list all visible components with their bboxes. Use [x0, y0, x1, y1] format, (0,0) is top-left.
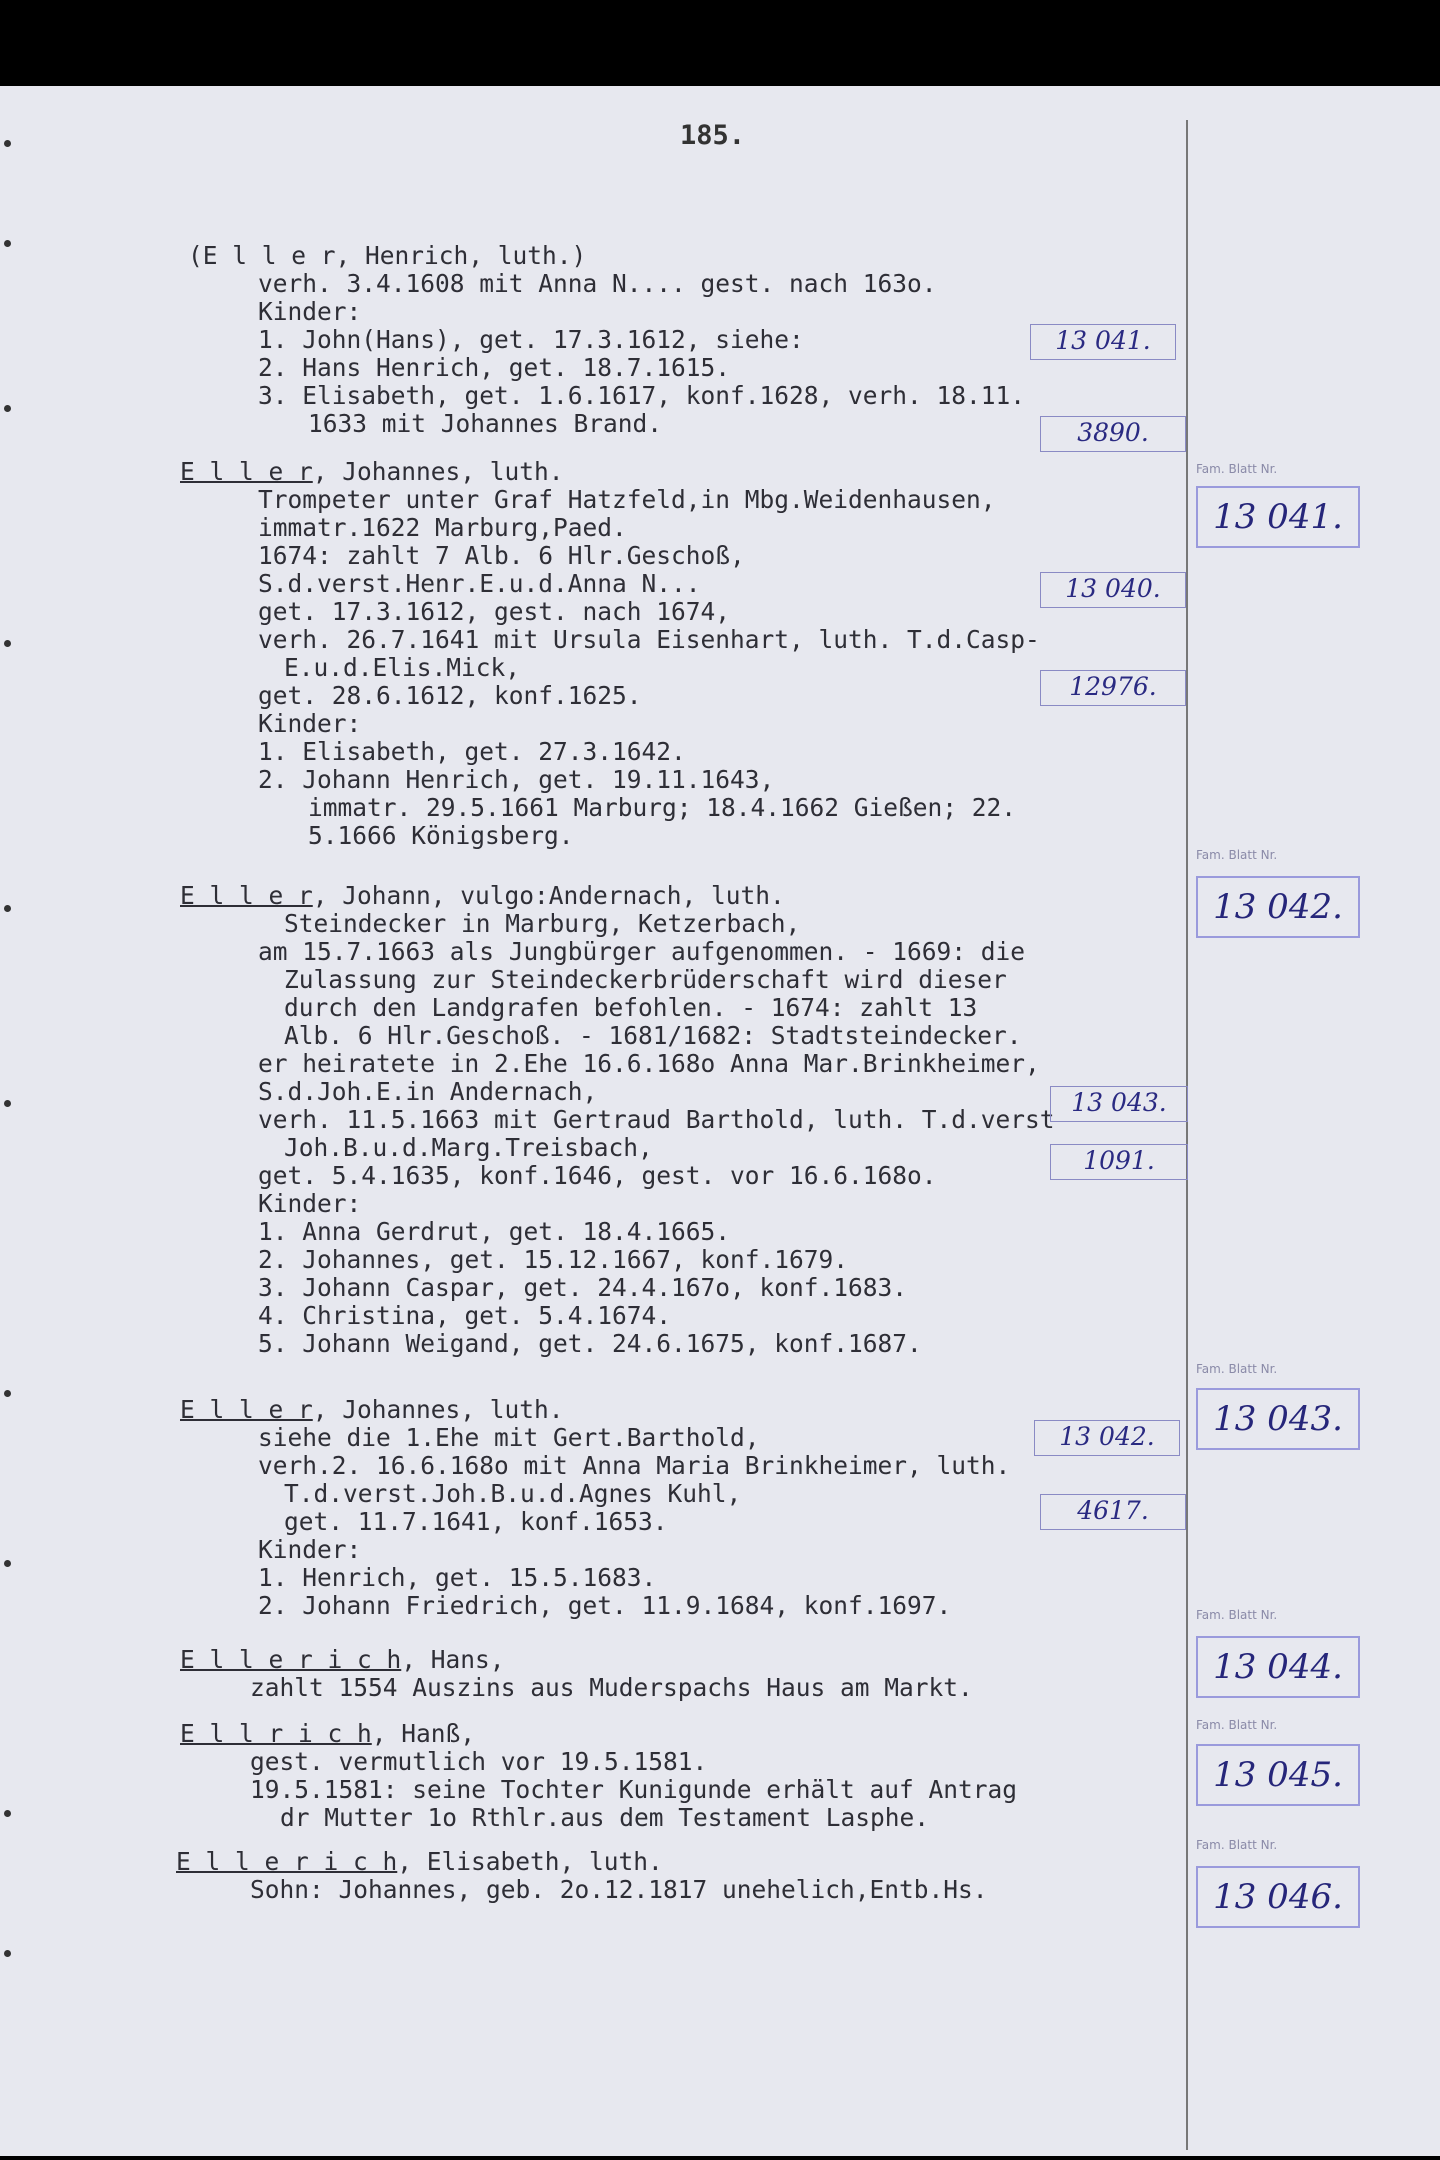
entry-line: immatr. 29.5.1661 Marburg; 18.4.1662 Gießen; 22. — [308, 793, 1017, 822]
margin-label: Fam. Blatt Nr. — [1196, 1608, 1278, 1622]
entry-line: 5.1666 Königsberg. — [308, 821, 574, 850]
punch-hole — [4, 1810, 11, 1817]
entry-line: verh. 26.7.1641 mit Ursula Eisenhart, luth. T.d.Casp- — [258, 625, 1040, 654]
family-sheet-number: 13 045. — [1196, 1744, 1360, 1806]
entry-line: 1633 mit Johannes Brand. — [308, 409, 663, 438]
inline-ref-number: 12976. — [1040, 670, 1186, 706]
entry-heading: E l l r i c h, Hanß, — [180, 1719, 476, 1748]
margin-label: Fam. Blatt Nr. — [1196, 462, 1278, 476]
entry-line: verh. 11.5.1663 mit Gertraud Barthold, luth. T.d.verst — [258, 1105, 1055, 1134]
family-sheet-number: 13 046. — [1196, 1866, 1360, 1928]
entry-line: siehe die 1.Ehe mit Gert.Barthold, — [258, 1423, 760, 1452]
entry-line: dr Mutter 1o Rthlr.aus dem Testament Lasphe. — [280, 1803, 930, 1832]
entry-line: Trompeter unter Graf Hatzfeld,in Mbg.Weidenhausen, — [258, 485, 996, 514]
entry-line: 1. Henrich, get. 15.5.1683. — [258, 1563, 657, 1592]
entry-line: 2. Johann Henrich, get. 19.11.1643, — [258, 765, 775, 794]
page-number: 185. — [680, 120, 746, 151]
entry-line: 19.5.1581: seine Tochter Kunigunde erhält auf Antrag — [250, 1775, 1018, 1804]
margin-label: Fam. Blatt Nr. — [1196, 1838, 1278, 1852]
punch-hole — [4, 140, 11, 147]
entry-line: gest. vermutlich vor 19.5.1581. — [250, 1747, 708, 1776]
entry-line: 1674: zahlt 7 Alb. 6 Hlr.Geschoß, — [258, 541, 745, 570]
entry-line: Kinder: — [258, 709, 362, 738]
entry-heading: E l l e r, Johannes, luth. — [180, 1395, 564, 1424]
inline-ref-number: 1091. — [1050, 1144, 1188, 1180]
entry-heading: E l l e r, Johann, vulgo:Andernach, luth. — [180, 881, 785, 910]
punch-hole — [4, 405, 11, 412]
punch-hole — [4, 240, 11, 247]
entry-line: Zulassung zur Steindeckerbrüderschaft wird dieser — [284, 965, 1007, 994]
entry-line: Sohn: Johannes, geb. 2o.12.1817 unehelich,Entb.Hs. — [250, 1875, 988, 1904]
entry-line: 5. Johann Weigand, get. 24.6.1675, konf.1687. — [258, 1329, 922, 1358]
inline-ref-number: 4617. — [1040, 1494, 1186, 1530]
entry-line: durch den Landgrafen befohlen. - 1674: zahlt 13 — [284, 993, 978, 1022]
margin-label: Fam. Blatt Nr. — [1196, 848, 1278, 862]
entry-heading: E l l e r, Johannes, luth. — [180, 457, 564, 486]
entry-line: 1. John(Hans), get. 17.3.1612, siehe: — [258, 325, 804, 354]
inline-ref-number: 13 041. — [1030, 324, 1176, 360]
entry-line: S.d.verst.Henr.E.u.d.Anna N... — [258, 569, 701, 598]
family-sheet-number: 13 041. — [1196, 486, 1360, 548]
punch-hole — [4, 1950, 11, 1957]
inline-ref-number: 13 040. — [1040, 572, 1186, 608]
entry-line: 3. Johann Caspar, get. 24.4.167o, konf.1683. — [258, 1273, 908, 1302]
entry-heading: (E l l e r, Henrich, luth.) — [188, 241, 587, 270]
entry-line: verh. 3.4.1608 mit Anna N.... gest. nach 163o. — [258, 269, 937, 298]
entry-line: get. 5.4.1635, konf.1646, gest. vor 16.6.168o. — [258, 1161, 937, 1190]
margin-divider — [1186, 120, 1188, 2150]
punch-hole — [4, 1100, 11, 1107]
entry-line: Joh.B.u.d.Marg.Treisbach, — [284, 1133, 653, 1162]
entry-line: E.u.d.Elis.Mick, — [284, 653, 521, 682]
entry-line: Kinder: — [258, 297, 362, 326]
entry-heading: E l l e r i c h, Elisabeth, luth. — [176, 1847, 663, 1876]
entry-line: Kinder: — [258, 1535, 362, 1564]
punch-hole — [4, 905, 11, 912]
inline-ref-number: 13 043. — [1050, 1086, 1188, 1122]
family-sheet-number: 13 043. — [1196, 1388, 1360, 1450]
margin-label: Fam. Blatt Nr. — [1196, 1362, 1278, 1376]
punch-hole — [4, 1560, 11, 1567]
entry-line: S.d.Joh.E.in Andernach, — [258, 1077, 598, 1106]
entry-line: zahlt 1554 Auszins aus Muderspachs Haus am Markt. — [250, 1673, 973, 1702]
entry-heading: E l l e r i c h, Hans, — [180, 1645, 505, 1674]
entry-line: 2. Johann Friedrich, get. 11.9.1684, konf.1697. — [258, 1591, 952, 1620]
punch-hole — [4, 640, 11, 647]
entry-line: 4. Christina, get. 5.4.1674. — [258, 1301, 672, 1330]
entry-line: immatr.1622 Marburg,Paed. — [258, 513, 627, 542]
entry-line: 2. Johannes, get. 15.12.1667, konf.1679. — [258, 1245, 849, 1274]
inline-ref-number: 13 042. — [1034, 1420, 1180, 1456]
entry-line: get. 11.7.1641, konf.1653. — [284, 1507, 668, 1536]
entry-line: 1. Elisabeth, get. 27.3.1642. — [258, 737, 686, 766]
entry-line: er heiratete in 2.Ehe 16.6.168o Anna Mar.Brinkheimer, — [258, 1049, 1040, 1078]
punch-hole — [4, 1390, 11, 1397]
margin-label: Fam. Blatt Nr. — [1196, 1718, 1278, 1732]
entry-line: get. 17.3.1612, gest. nach 1674, — [258, 597, 731, 626]
family-sheet-number: 13 042. — [1196, 876, 1360, 938]
family-sheet-number: 13 044. — [1196, 1636, 1360, 1698]
entry-line: am 15.7.1663 als Jungbürger aufgenommen. - 1669: die — [258, 937, 1026, 966]
inline-ref-number: 3890. — [1040, 416, 1186, 452]
entry-line: Kinder: — [258, 1189, 362, 1218]
entry-line: 3. Elisabeth, get. 1.6.1617, konf.1628, verh. 18.11. — [258, 381, 1026, 410]
entry-line: verh.2. 16.6.168o mit Anna Maria Brinkheimer, luth. — [258, 1451, 1011, 1480]
entry-line: Steindecker in Marburg, Ketzerbach, — [284, 909, 801, 938]
entry-line: 1. Anna Gerdrut, get. 18.4.1665. — [258, 1217, 731, 1246]
entry-line: get. 28.6.1612, konf.1625. — [258, 681, 642, 710]
entry-line: Alb. 6 Hlr.Geschoß. - 1681/1682: Stadtsteindecker. — [284, 1021, 1022, 1050]
entry-line: T.d.verst.Joh.B.u.d.Agnes Kuhl, — [284, 1479, 742, 1508]
entry-line: 2. Hans Henrich, get. 18.7.1615. — [258, 353, 731, 382]
